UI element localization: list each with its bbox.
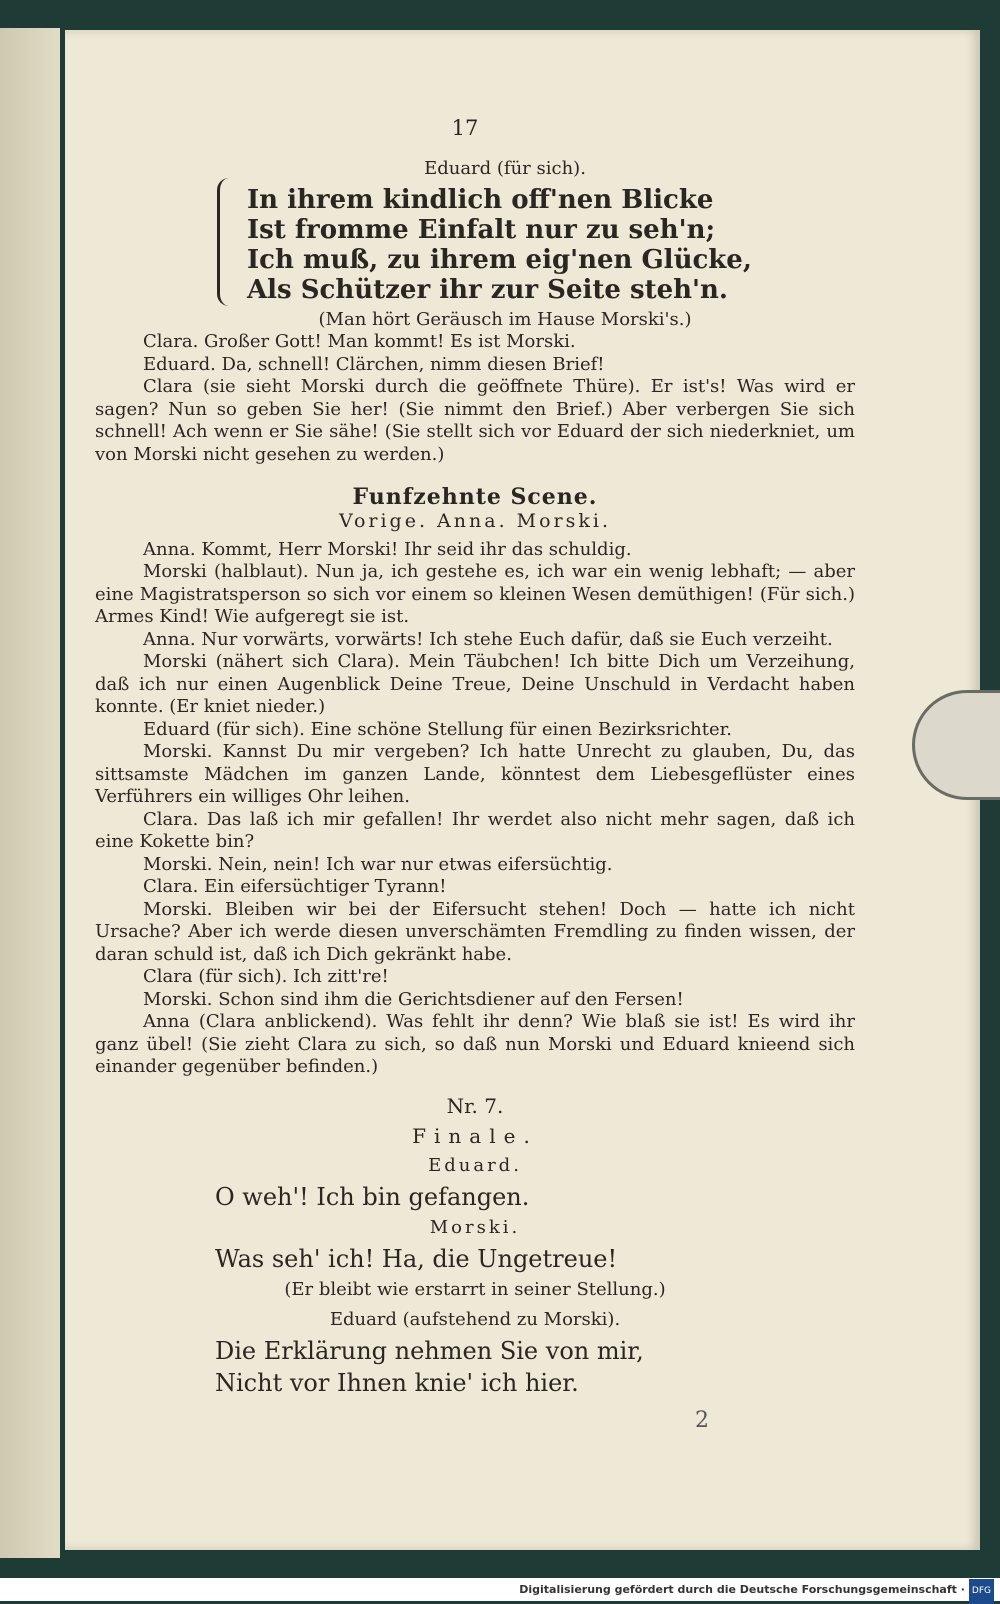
dialogue-paragraph: Anna (Clara anblickend). Was fehlt ihr denn? Wie blaß sie ist! Es wird ihr ganz übel! (Sie zieht Clara zu sich, so daß nun Morski und Eduard knieend sich einander gegenüber befinden.) xyxy=(95,1011,855,1077)
sung-line: Die Erklärung nehmen Sie von mir, xyxy=(215,1336,644,1365)
dialogue-paragraph: Clara (sie sieht Morski durch die geöffnete Thüre). Er ist's! Was wird er sagen? Nun so geben Sie her! (Sie nimmt den Brief.) Aber verbergen Sie sich schnell! Ach wenn er Sie sähe! (Sie stellt sich vor Eduard der sich niederkniet, um von Morski nicht gesehen zu werden.) xyxy=(95,376,855,465)
left-page-edge xyxy=(0,28,60,1558)
sung-line: Nicht vor Ihnen knie' ich hier. xyxy=(215,1368,579,1397)
scene-title: Funfzehnte Scene. xyxy=(352,484,598,510)
book-page xyxy=(65,30,980,1550)
dialogue-paragraph: Morski (halblaut). Nun ja, ich gestehe es, ich war ein wenig lebhaft; — aber eine Magistratsperson so sich vor einem so kleinen Wesen demüthigen! (Für sich.) Armes Kind! Wie aufgeregt sie ist. xyxy=(95,561,855,627)
dialogue-paragraph: Morski. Nein, nein! Ich war nur etwas eifersüchtig. xyxy=(143,853,613,875)
signature-mark: 2 xyxy=(695,1408,709,1433)
speaker-line: Eduard (aufstehend zu Morski). xyxy=(329,1308,621,1330)
stage-direction: (Man hört Geräusch im Hause Morski's.) xyxy=(318,308,692,330)
footer-credit: Digitalisierung gefördert durch die Deutsche Forschungsgemeinschaft · xyxy=(519,1583,965,1596)
sung-line: Was seh' ich! Ha, die Ungetreue! xyxy=(215,1244,618,1273)
dialogue-paragraph: Morski (nähert sich Clara). Mein Täubchen! Ich bitte Dich um Verzeihung, daß ich nur einen Augenblick Deine Treue, Deine Unschuld in Verdacht haben konnte. (Er kniet nieder.) xyxy=(95,651,855,717)
page-number: 17 xyxy=(451,116,479,140)
speaker-line: Eduard. xyxy=(428,1154,522,1176)
verse-line: Als Schützer ihr zur Seite steh'n. xyxy=(247,274,728,305)
dialogue-paragraph: Morski. Schon sind ihm die Gerichtsdiener auf den Fersen! xyxy=(143,988,684,1010)
stage-direction: (Er bleibt wie erstarrt in seiner Stellung.) xyxy=(284,1278,666,1300)
speaker-line: Morski. xyxy=(429,1216,521,1238)
verse-line: Ist fromme Einfalt nur zu seh'n; xyxy=(247,214,716,245)
dfg-logo-icon: DFG xyxy=(969,1579,994,1604)
dialogue-paragraph: Anna. Nur vorwärts, vorwärts! Ich stehe Euch dafür, daß sie Euch verzeiht. xyxy=(143,628,833,650)
page-text xyxy=(95,158,855,1399)
dialogue-paragraph: Morski. Bleiben wir bei der Eifersucht stehen! Doch — hatte ich nicht Ursache? Aber ich werde diesen unverschämten Fremdling zu finden wissen, der daran schuld ist, daß ich Dich gekränkt habe. xyxy=(95,898,855,965)
verse-line: In ihrem kindlich off'nen Blicke xyxy=(247,184,714,215)
speaker-line: Eduard (für sich). xyxy=(424,158,586,179)
dialogue-paragraph: Clara. Das laß ich mir gefallen! Ihr werdet also nicht mehr sagen, daß ich eine Kokette bin? xyxy=(95,808,855,852)
dialogue-paragraph: Eduard. Da, schnell! Clärchen, nimm diesen Brief! xyxy=(143,353,605,375)
dialogue-paragraph: Clara (für sich). Ich zitt're! xyxy=(143,966,389,987)
finale-heading: Finale. xyxy=(412,1123,538,1148)
sung-line: O weh'! Ich bin gefangen. xyxy=(215,1182,530,1211)
dialogue-paragraph: Clara. Ein eifersüchtiger Tyrann! xyxy=(143,876,447,897)
dialogue-paragraph: Anna. Kommt, Herr Morski! Ihr seid ihr das schuldig. xyxy=(143,538,632,560)
dialogue-paragraph: Eduard (für sich). Eine schöne Stellung für einen Bezirksrichter. xyxy=(143,718,732,740)
verse-line: Ich muß, zu ihrem eig'nen Glücke, xyxy=(247,244,752,275)
dialogue-paragraph: Clara. Großer Gott! Man kommt! Es ist Morski. xyxy=(143,331,576,352)
dialogue-paragraph: Morski. Kannst Du mir vergeben? Ich hatte Unrecht zu glauben, Du, das sittsamste Mädchen im ganzen Lande, könntest dem Liebesgeflüster eines Verführers ein williges Ohr leihen. xyxy=(95,741,855,807)
footer-bar xyxy=(0,1578,1000,1601)
cast-list: Vorige. Anna. Morski. xyxy=(338,510,612,532)
number-heading: Nr. 7. xyxy=(446,1093,504,1118)
